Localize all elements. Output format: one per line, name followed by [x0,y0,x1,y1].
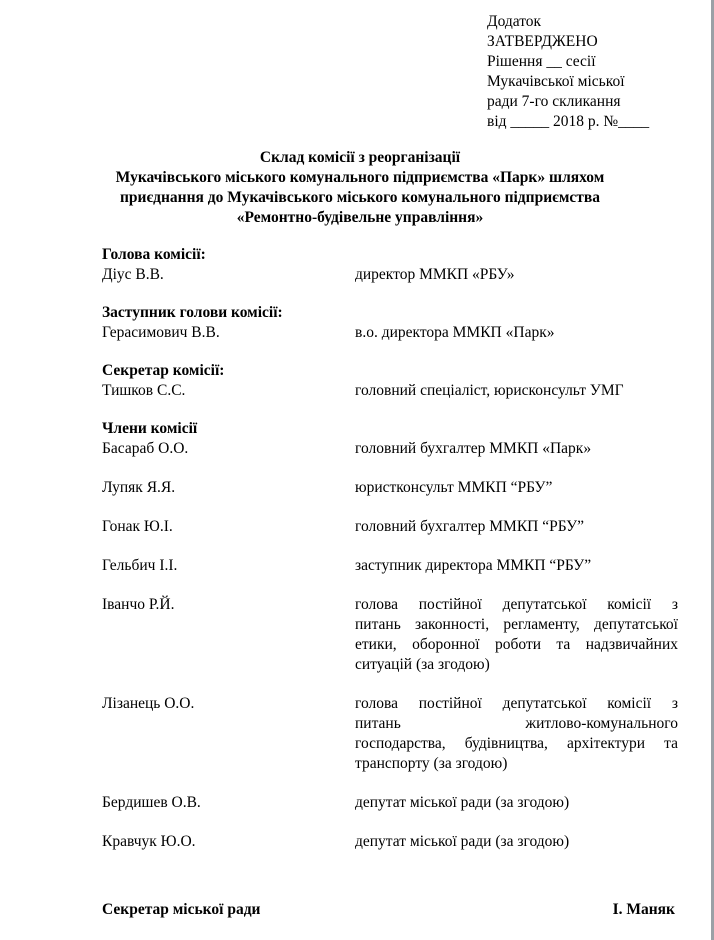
member-name: Гонак Ю.І. [102,518,173,535]
title-line: приєднання до Мукачівського міського комунального підприємства [119,189,600,206]
title-line: Склад комісії з реорганізації [259,149,461,166]
member-row [102,832,678,852]
approval-line: Рішення __ сесії [487,53,596,70]
member-name: Бердишев О.В. [102,794,201,811]
position-line: господарства, будівництва, архітектури та [355,735,678,752]
document-title [60,148,660,228]
member-name: Лізанець О.О. [102,695,195,712]
member-row [102,265,678,285]
member-position: заступник директора ММКП “РБУ” [355,557,592,574]
member-name: Басараб О.О. [102,440,189,457]
title-line: Мукачівського міського комунального підприємства «Парк» шляхом [115,169,605,186]
section-header-members: Члени комісії [102,420,198,437]
member-name: Гельбич І.І. [102,557,178,574]
approval-line: ради 7-го скликання [487,93,621,110]
title-line: «Ремонтно-будівельне управління» [236,209,484,226]
position-line: ситуацій (за згодою) [355,656,490,673]
member-row [102,694,678,774]
commission-list [102,245,678,852]
member-name: Герасимович В.В. [102,324,220,341]
signature-title: Секретар міської ради [102,901,261,918]
section-header-deputy: Заступник голови комісії: [102,304,283,321]
member-position: юристконсульт ММКП “РБУ” [355,479,553,496]
position-line: транспорту (за згодою) [355,755,508,772]
position-line: голова постійної депутатської комісії з [355,596,678,613]
member-position: головний спеціаліст, юрисконсульт УМГ [355,382,624,399]
approval-line: Додаток [487,13,542,30]
section-header-secretary: Секретар комісії: [102,362,225,379]
position-line: питань законності, регламенту, депутатської [355,616,678,633]
member-name: Кравчук Ю.О. [102,833,196,850]
member-position: депутат міської ради (за згодою) [355,794,570,811]
signature-block [102,900,675,920]
member-row [102,381,678,401]
approval-block [487,12,702,132]
section-header-chair: Голова комісії: [102,246,206,263]
member-row [102,323,678,343]
member-name: Іванчо Р.Й. [102,596,175,613]
approval-line: Мукачівської міської [487,73,625,90]
member-row [102,595,678,675]
member-row [102,439,678,459]
member-position: депутат міської ради (за згодою) [355,833,570,850]
approval-line: від _____ 2018 р. №____ [487,113,650,130]
member-name: Діус В.В. [102,266,164,283]
member-row [102,478,678,498]
member-name: Тишков С.С. [102,382,186,399]
member-row [102,556,678,576]
position-line: етики, оборонної роботи та надзвичайних [355,636,678,653]
member-position: головний бухгалтер ММКП “РБУ” [355,518,584,535]
approval-line: ЗАТВЕРДЖЕНО [487,33,598,50]
member-position: головний бухгалтер ММКП «Парк» [355,440,592,457]
member-name: Лупяк Я.Я. [102,479,176,496]
member-position: директор ММКП «РБУ» [355,266,515,283]
member-row [102,793,678,813]
position-line: голова постійної депутатської комісії з [355,695,678,712]
member-row [102,517,678,537]
signature-name: І. Маняк [612,901,675,918]
member-position: в.о. директора ММКП «Парк» [355,324,555,341]
member-position [355,694,678,774]
member-position [355,595,678,675]
position-line: питань житлово-комунального [355,715,678,732]
